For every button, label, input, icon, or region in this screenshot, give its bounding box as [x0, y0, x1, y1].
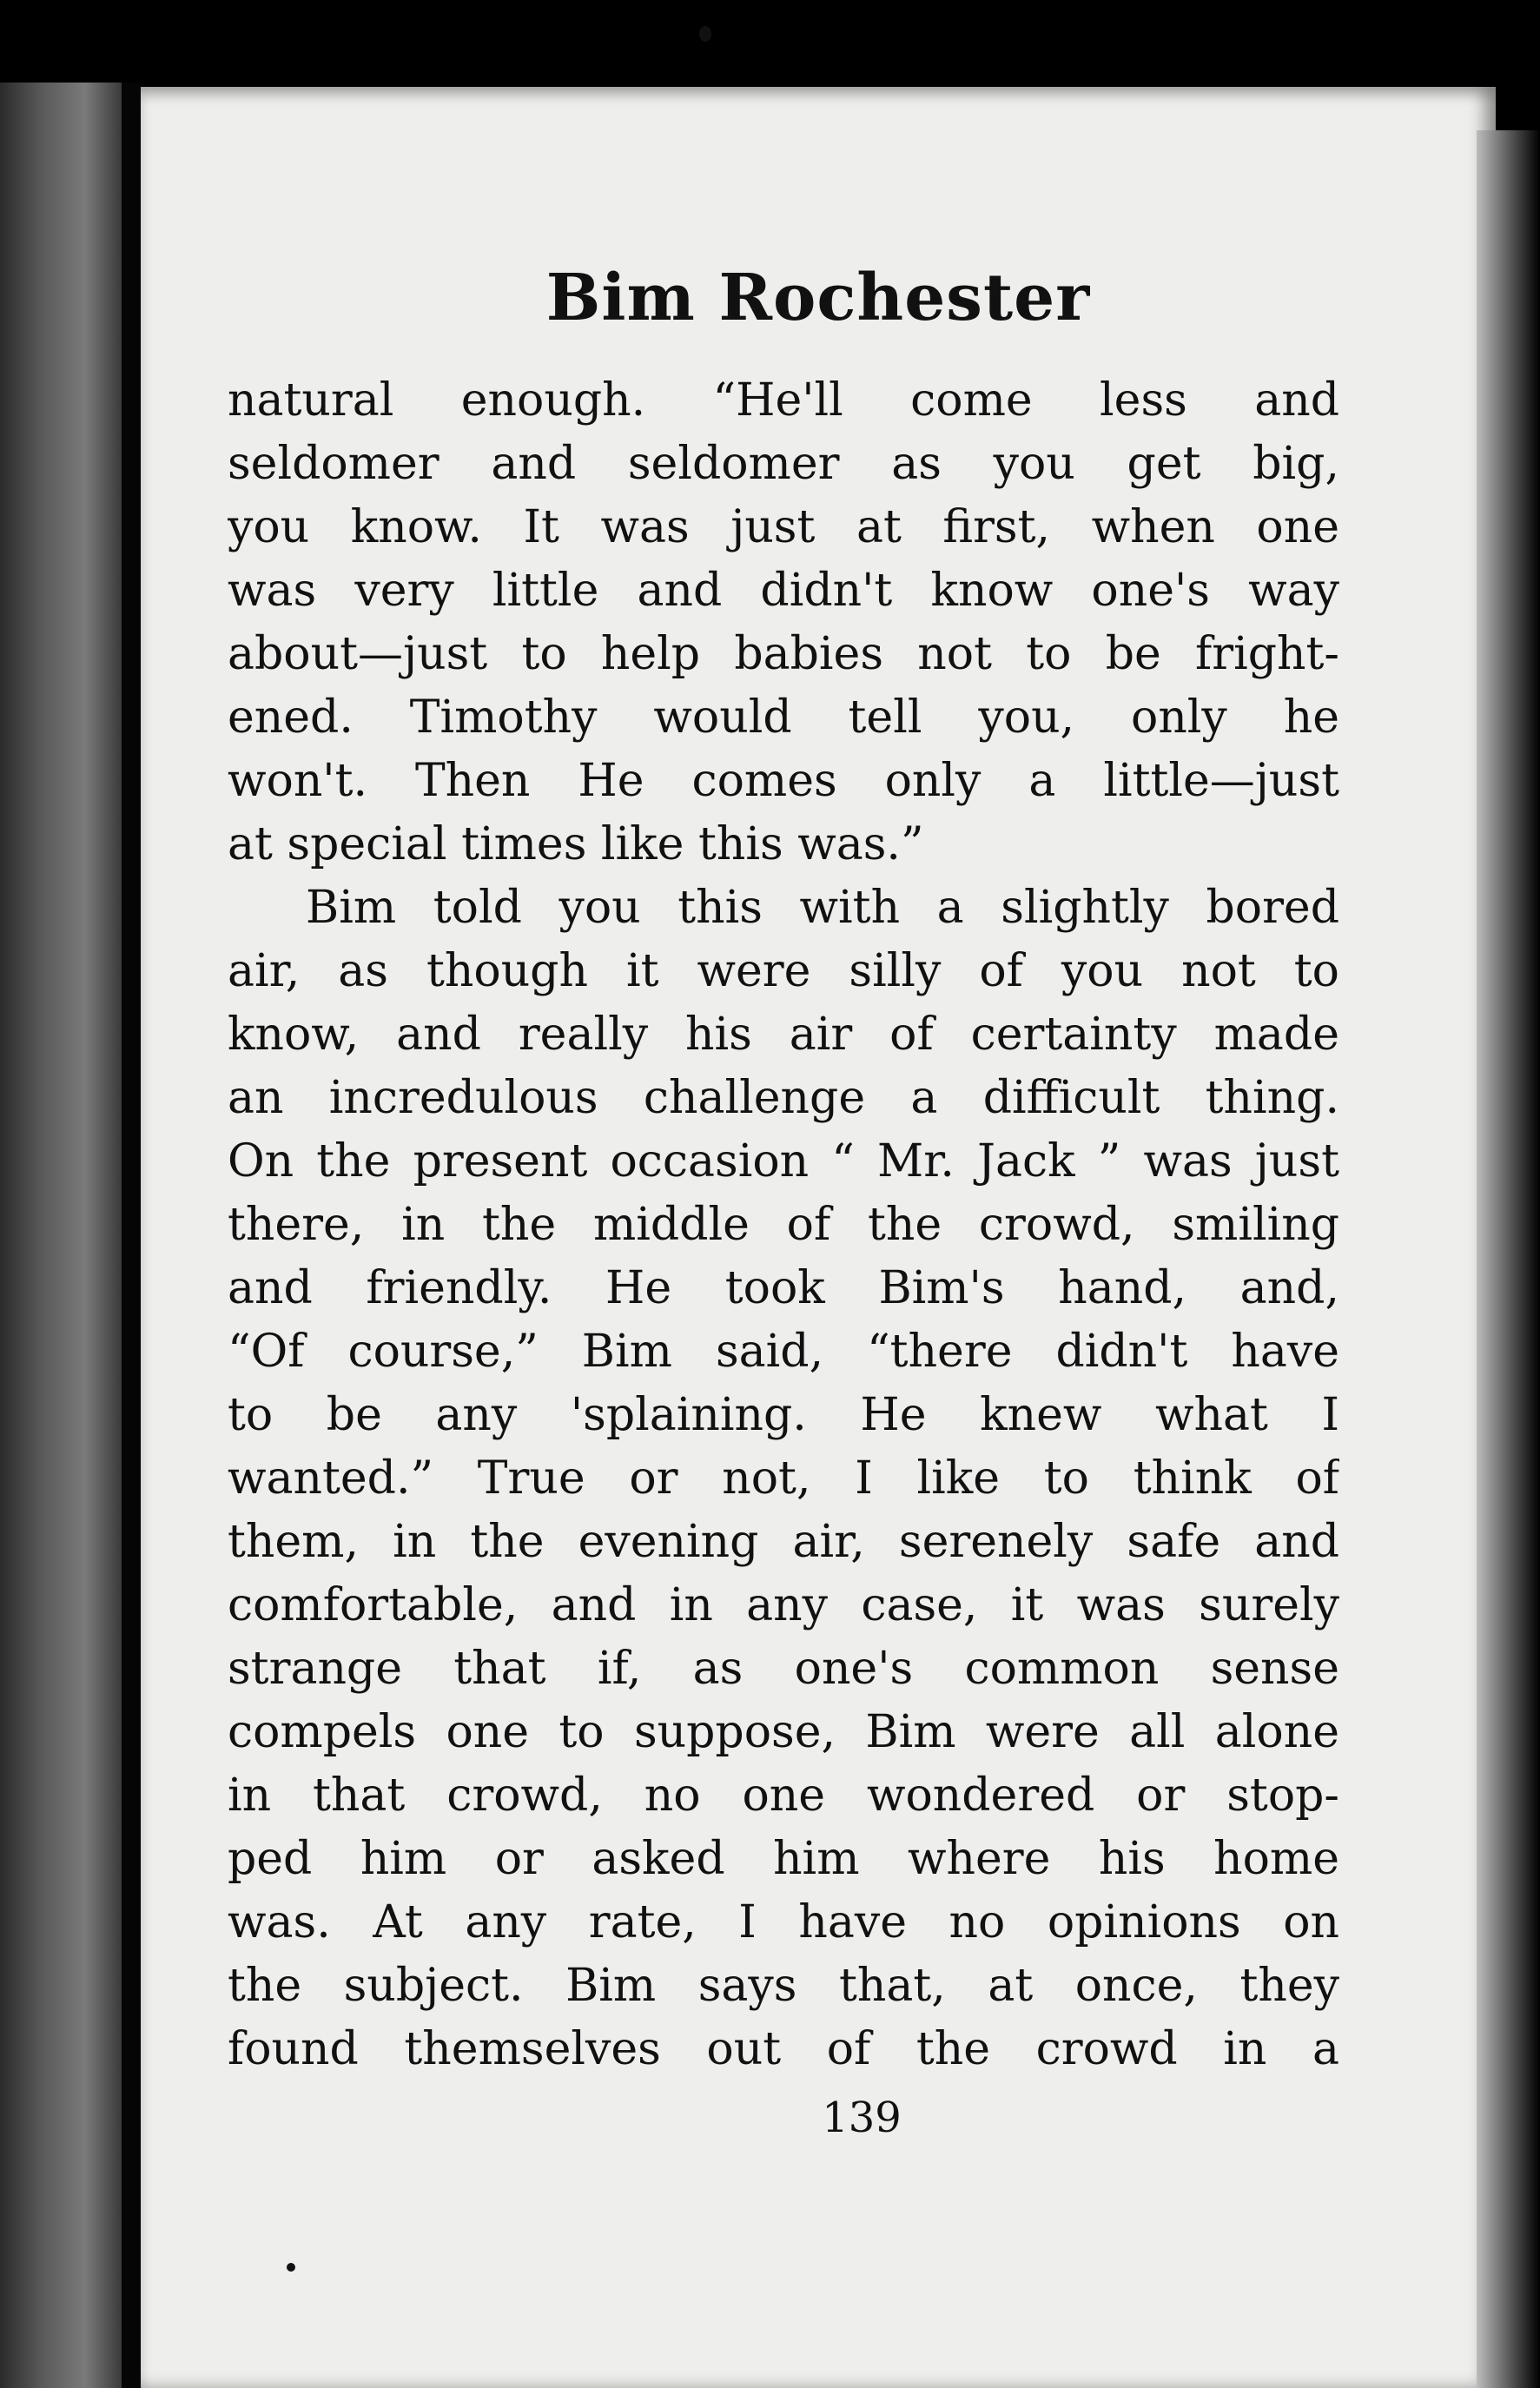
text-line: found themselves out of the crowd in a	[228, 2023, 1339, 2075]
body-text	[228, 369, 1339, 2081]
text-line: “Of course,” Bim said, “there didn't have	[228, 1326, 1339, 1378]
text-line: the subject. Bim says that, at once, they	[228, 1960, 1339, 2012]
running-header: Bim Rochester	[545, 261, 1091, 335]
text-line: won't. Then He comes only a little—just	[228, 755, 1339, 807]
ink-speck	[699, 26, 711, 42]
text-line: seldomer and seldomer as you get big,	[228, 438, 1339, 490]
text-line: On the present occasion “ Mr. Jack ” was just	[228, 1135, 1339, 1187]
text-line: strange that if, as one's common sense	[228, 1643, 1339, 1695]
text-line: compels one to suppose, Bim were all alone	[228, 1706, 1339, 1758]
text-line: Bim told you this with a slightly bored	[306, 882, 1339, 934]
page-number: 139	[822, 2094, 902, 2142]
text-line: in that crowd, no one wondered or stop-	[228, 1770, 1339, 1822]
text-line: air, as though it were silly of you not to	[228, 945, 1339, 997]
text-line: know, and really his air of certainty made	[228, 1009, 1339, 1061]
ink-speck	[287, 2263, 295, 2272]
facing-page-edge	[0, 83, 122, 2388]
text-line: you know. It was just at first, when one	[228, 501, 1339, 553]
text-line: about—just to help babies not to be fright-	[228, 628, 1339, 680]
text-line: ened. Timothy would tell you, only he	[228, 691, 1339, 744]
text-line: wanted.” True or not, I like to think of	[228, 1452, 1339, 1505]
text-line: natural enough. “He'll come less and	[228, 374, 1339, 427]
text-line: was. At any rate, I have no opinions on	[228, 1896, 1339, 1948]
text-line: there, in the middle of the crowd, smiling	[228, 1199, 1339, 1251]
page-right-edge	[1477, 130, 1540, 2388]
book-gutter	[122, 83, 141, 2388]
text-line: an incredulous challenge a difficult thing.	[228, 1072, 1339, 1124]
text-line: comfortable, and in any case, it was surely	[228, 1579, 1339, 1631]
text-line: them, in the evening air, serenely safe and	[228, 1516, 1339, 1568]
text-line: at special times like this was.”	[228, 818, 924, 870]
text-line: to be any 'splaining. He knew what I	[228, 1389, 1339, 1441]
text-line: was very little and didn't know one's way	[228, 565, 1339, 617]
text-line: ped him or asked him where his home	[228, 1833, 1339, 1885]
text-line: and friendly. He took Bim's hand, and,	[228, 1262, 1339, 1314]
